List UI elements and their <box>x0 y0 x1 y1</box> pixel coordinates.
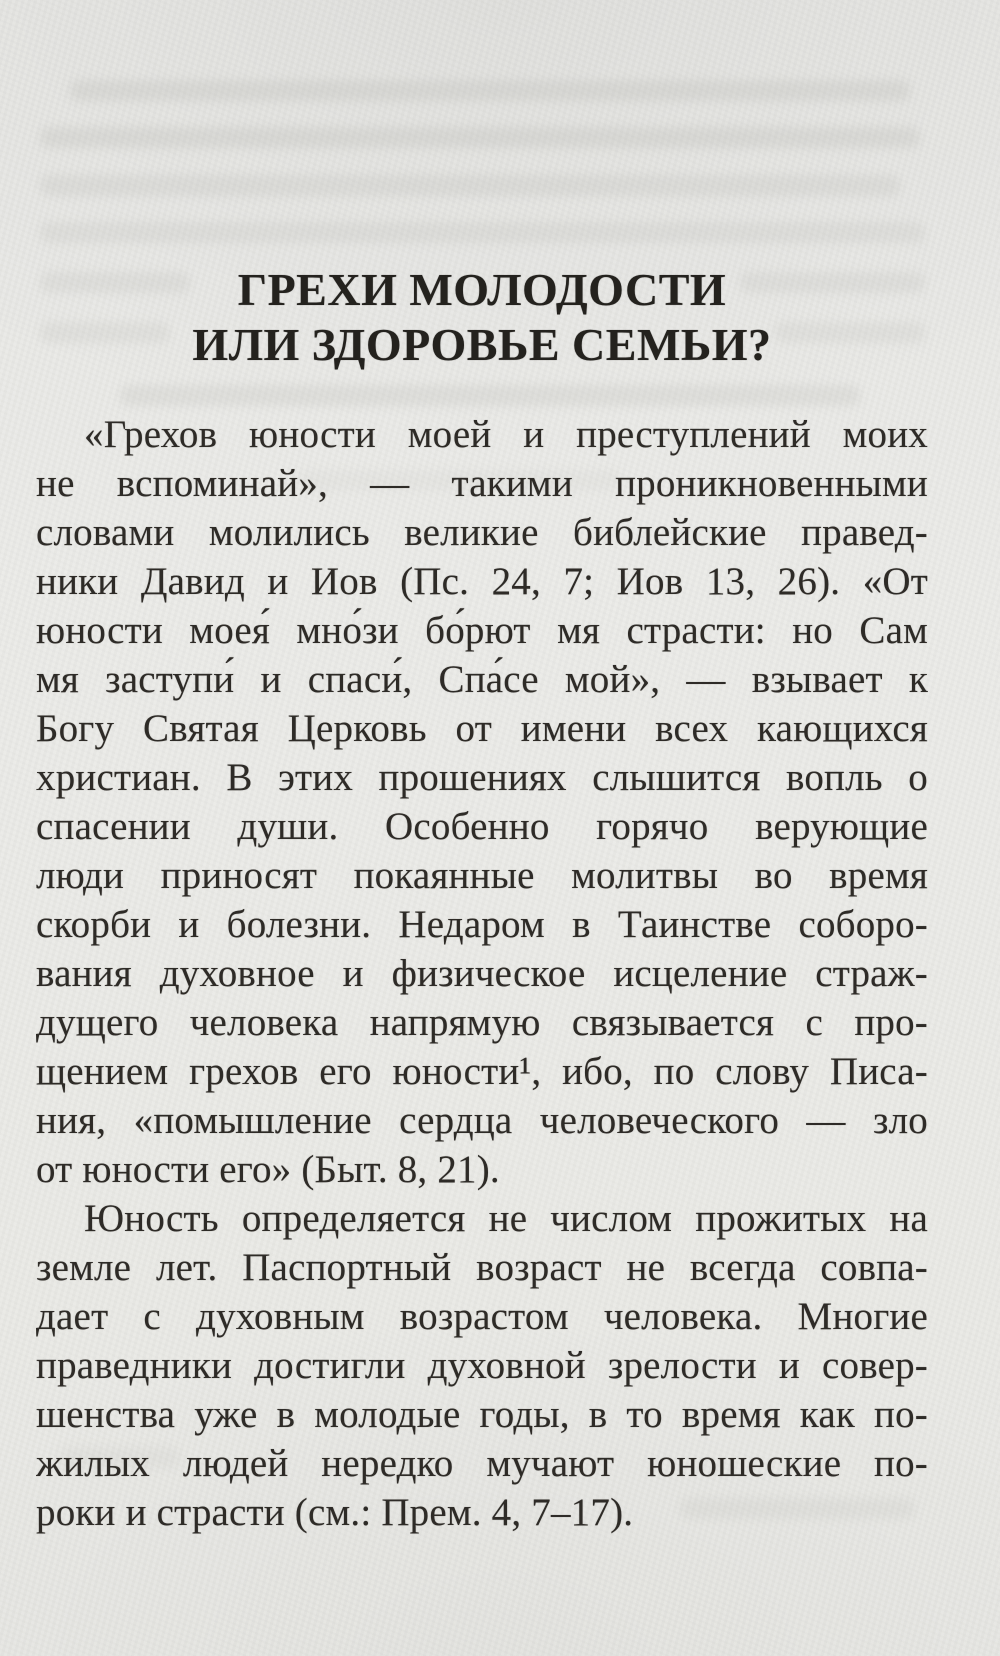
text-line: вания духовное и физическое исцеление страж- <box>36 952 928 995</box>
text-line: ния, «помышление сердца человеческого — зло <box>36 1099 928 1142</box>
text-line: словами молились великие библейские правед- <box>36 511 928 554</box>
bleed-through-line <box>40 222 925 243</box>
bleed-through-line <box>70 80 910 101</box>
text-line: от юности его» (Быт. 8, 21). <box>36 1148 500 1191</box>
text-line: жилых людей нередко мучают юношеские по- <box>36 1442 928 1485</box>
text-line: «Грехов юности моей и преступлений моих <box>84 413 928 456</box>
text-column <box>36 262 928 1537</box>
bleed-through-line <box>40 175 900 196</box>
text-line: роки и страсти (см.: Прем. 4, 7–17). <box>36 1491 634 1534</box>
chapter-title-line-1: ГРЕХИ МОЛОДОСТИ <box>237 264 727 315</box>
paragraph <box>36 1194 928 1537</box>
body-text <box>36 410 928 1537</box>
text-line: скорби и болезни. Недаром в Таинстве соборо- <box>36 903 928 946</box>
text-line: земле лет. Паспортный возраст не всегда совпа- <box>36 1246 928 1289</box>
text-line: не вспоминай», — такими проникновенными <box>36 462 928 505</box>
text-line: люди приносят покаянные молитвы во время <box>36 854 928 897</box>
text-line: христиан. В этих прошениях слышится вопль о <box>36 756 928 799</box>
text-line: спасении души. Особенно горячо верующие <box>36 805 928 848</box>
bleed-through-line <box>40 127 920 148</box>
text-line: мя заступи́ и спаси́, Спа́се мой», — взывает к <box>36 658 928 701</box>
text-line: дает с духовным возрастом человека. Многие <box>36 1295 928 1338</box>
chapter-title-line-2: ИЛИ ЗДОРОВЬЕ СЕМЬИ? <box>192 319 772 370</box>
text-line: юности моея́ мно́зи бо́рют мя страсти: но Сам <box>36 609 928 652</box>
text-line: ники Давид и Иов (Пс. 24, 7; Иов 13, 26). «От <box>36 560 928 603</box>
text-line: Богу Святая Церковь от имени всех кающихся <box>36 707 928 750</box>
text-line: Юность определяется не числом прожитых на <box>84 1197 928 1240</box>
text-line: шенства уже в молодые годы, в то время как по- <box>36 1393 928 1436</box>
text-line: дущего человека напрямую связывается с про- <box>36 1001 928 1044</box>
text-line: праведники достигли духовной зрелости и совер- <box>36 1344 928 1387</box>
paragraph <box>36 410 928 1194</box>
text-line: щением грехов его юности¹, ибо, по слову Писа- <box>36 1050 928 1093</box>
chapter-title <box>36 262 928 372</box>
